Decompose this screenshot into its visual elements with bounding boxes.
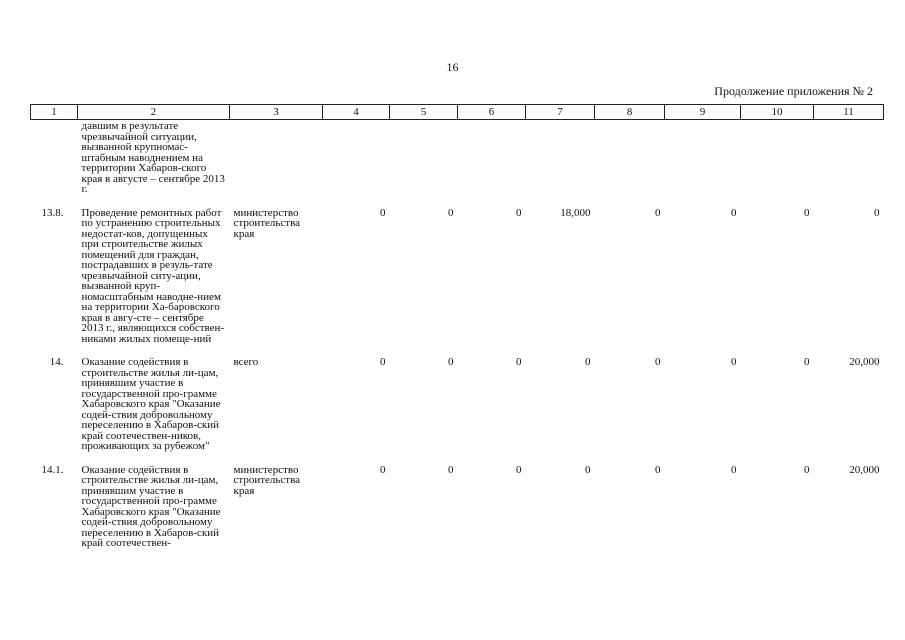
row-executor: министерство строительства края [233,463,301,497]
header-col-7: 7 [526,105,595,120]
row-value-col4: 0 [380,206,386,219]
appendix-caption: Продолжение приложения № 2 [714,84,873,98]
table-row [31,464,884,549]
row-description: Проведение ремонтных работ по устранению строительных недостат-ков, допущенных при строительстве жилых помещений для граждан, пострадавших в резуль-тате чрезвычайной ситу-ации, вызванной круп-номасштабным наводне-нием на территории Ха-баровского края в авгу-сте – сентябре 2013 г., являющихся собствен-никами жилых помеще-ний [81,206,225,345]
page-number: 16 [446,60,459,74]
row-value-col8: 0 [655,356,661,368]
table-row [31,207,884,345]
row-value-col9: 0 [731,356,737,368]
row-spacer [31,195,884,207]
row-executor: министерство строительства края [233,206,301,240]
row-value-col5: 0 [448,463,454,476]
header-col-2: 2 [78,105,230,120]
row-value-col4: 0 [380,356,386,368]
table-header-row [31,105,884,120]
row-value-col9: 0 [731,463,737,476]
row-value-col11 [814,120,884,195]
row-value-col6: 0 [516,356,522,368]
row-index: 13.8. [41,206,64,219]
header-col-1: 1 [31,105,78,120]
row-spacer [31,344,884,356]
table-row [31,120,884,195]
row-value-col7: 18,000 [560,206,591,219]
table-row [31,356,884,452]
row-value-col7: 0 [585,356,591,368]
header-col-8: 8 [595,105,665,120]
row-value-col8: 0 [655,206,661,219]
row-value-col9: 0 [731,206,737,219]
row-value-col5: 0 [448,206,454,219]
row-executor: всего [233,356,259,368]
row-value-col10: 0 [804,356,810,368]
header-col-4: 4 [323,105,390,120]
budget-table [30,104,884,549]
row-value-col8: 0 [655,463,661,476]
row-value-col10 [741,120,814,195]
row-description: Оказание содействия в строительстве жилья ли-цам, принявшим участие в государственной про-грамме Хабаровского края "Оказание содей-ствия добровольному переселению в Хабаров-ский край соотечествен- [81,463,221,549]
row-value-col6 [458,120,526,195]
row-index: 14.1. [41,463,64,476]
row-value-col6: 0 [516,206,522,219]
row-value-col11: 20,000 [849,356,880,368]
row-value-col9 [665,120,741,195]
row-value-col5: 0 [448,356,454,368]
row-value-col10: 0 [804,206,810,219]
row-value-col10: 0 [804,463,810,476]
header-col-5: 5 [390,105,458,120]
row-value-col4: 0 [380,463,386,476]
row-index [31,120,78,195]
row-value-col11: 20,000 [849,463,880,476]
row-value-col7 [526,120,595,195]
row-spacer [31,452,884,464]
row-value-col5 [390,120,458,195]
row-value-col6: 0 [516,463,522,476]
row-value-col7: 0 [585,463,591,476]
header-col-9: 9 [665,105,741,120]
row-description: Оказание содействия в строительстве жилья ли-цам, принявшим участие в государственной про-грамме Хабаровского края "Оказание содей-ствия добровольному переселению в Хабаров-ский край соотечествен-ников, проживающих за рубежом" [81,356,221,452]
row-index: 14. [49,356,64,368]
header-col-10: 10 [741,105,814,120]
header-col-11: 11 [814,105,884,120]
header-col-6: 6 [458,105,526,120]
row-value-col11: 0 [874,206,880,219]
row-value-col8 [595,120,665,195]
row-executor [230,120,323,195]
row-description: давшим в результате чрезвычайной ситуации, вызванной крупномас-штабным наводнением на территории Хабаров-ского края в августе – сентябре 2013 г. [81,120,225,195]
row-value-col4 [323,120,390,195]
header-col-3: 3 [230,105,323,120]
